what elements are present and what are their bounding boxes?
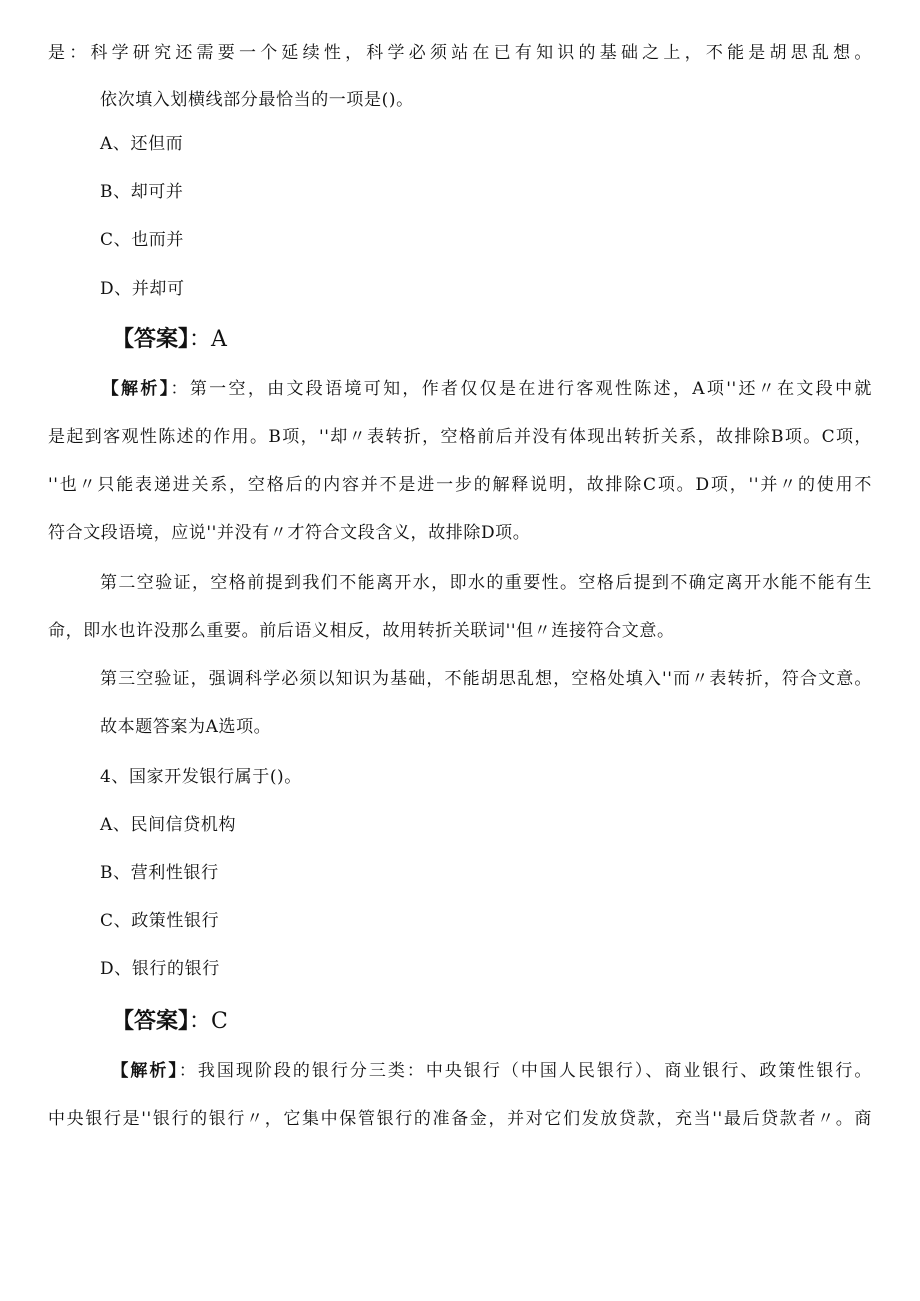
q3-third-blank: 第三空验证，强调科学必须以知识为基础，不能胡思乱想，空格处填入''而〃表转折，符合文意。 (100, 669, 872, 689)
q3-prompt: 依次填入划横线部分最恰当的一项是()。 (100, 90, 414, 110)
q3-option-b: B、却可并 (100, 182, 184, 202)
q3-analysis-label: 【解析】 (100, 379, 171, 399)
q4-answer-separator: ： (189, 1009, 212, 1034)
q4-answer (112, 1008, 228, 1036)
q3-analysis-line-2: 是起到客观性陈述的作用。B项，''却〃表转折，空格前后并没有体现出转折关系，故排除B项。C项， (48, 427, 872, 447)
q3-second-blank-line-1: 第二空验证，空格前提到我们不能离开水，即水的重要性。空格后提到不确定离开水能不能有生 (100, 573, 872, 593)
q4-analysis-line-2: 中央银行是''银行的银行〃，它集中保管银行的准备金，并对它们发放贷款，充当''最后贷款者〃。商 (48, 1109, 872, 1129)
q3-analysis-line-1 (48, 378, 872, 400)
q3-stem-tail: 是：科学研究还需要一个延续性，科学必须站在已有知识的基础之上，不能是胡思乱想。 (48, 43, 872, 63)
q4-analysis-label: 【解析】 (110, 1061, 179, 1081)
q3-analysis-line-3: ''也〃只能表递进关系，空格后的内容并不是进一步的解释说明，故排除C项。D项，''并〃的使用不 (48, 475, 872, 495)
q3-option-d: D、并却可 (100, 279, 185, 299)
q4-analysis-line-1 (48, 1060, 872, 1082)
q4-option-d: D、银行的银行 (100, 959, 220, 979)
q4-analysis-text-1: ：我国现阶段的银行分三类：中央银行（中国人民银行）、商业银行、政策性银行。 (178, 1061, 872, 1081)
q3-answer-separator: ： (189, 327, 212, 352)
q3-analysis-text-1: ：第一空，由文段语境可知，作者仅仅是在进行客观性陈述，A项''还〃在文段中就 (170, 379, 873, 399)
q3-option-c: C、也而并 (100, 230, 185, 250)
q4-answer-label: 【答案】 (112, 1009, 190, 1034)
q3-option-a: A、还但而 (100, 134, 184, 154)
q4-answer-value: C (211, 1009, 228, 1034)
q3-second-blank-line-2: 命，即水也许没那么重要。前后语义相反，故用转折关联词''但〃连接符合文意。 (48, 621, 675, 641)
q3-conclusion: 故本题答案为A选项。 (100, 717, 272, 737)
q3-analysis-line-4: 符合文段语境，应说''并没有〃才符合文段含义，故排除D项。 (48, 523, 531, 543)
q3-answer (112, 326, 227, 354)
q4-option-a: A、民间信贷机构 (100, 815, 237, 835)
q3-answer-value: A (211, 327, 227, 352)
q4-question: 4、国家开发银行属于()。 (100, 767, 302, 787)
q4-option-c: C、政策性银行 (100, 911, 220, 931)
q4-option-b: B、营利性银行 (100, 863, 219, 883)
q3-answer-label: 【答案】 (112, 327, 190, 352)
